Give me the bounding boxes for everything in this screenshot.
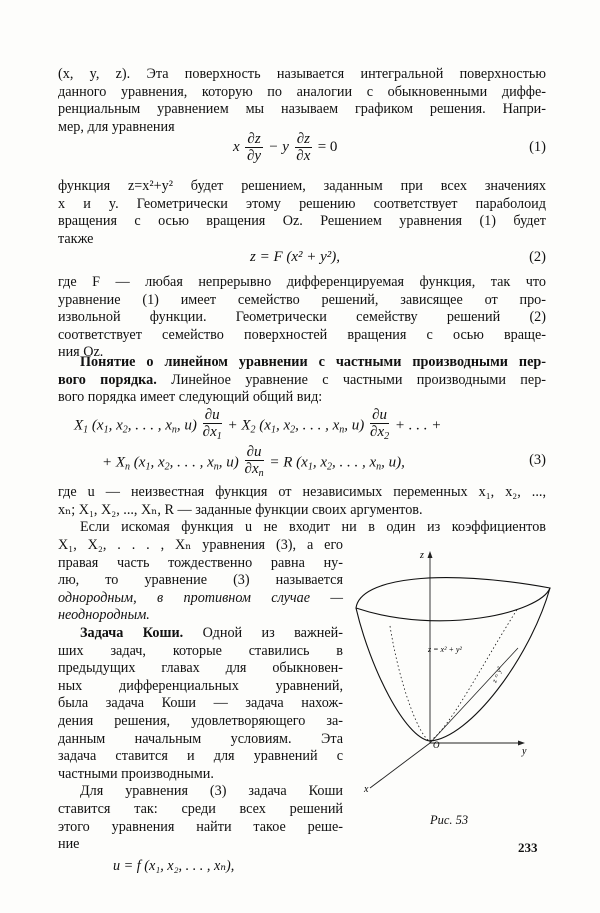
text-line: лю, то уравнение (3) называется: [58, 572, 343, 589]
text-line: неоднородным.: [58, 607, 150, 624]
text-line: где u — неизвестная функция от независимых переменных x₁, x₂, ...,: [58, 484, 546, 500]
formula-line: u = f (x₁, x₂, . . . , xₙ),: [113, 857, 235, 874]
y-label: y: [522, 746, 527, 757]
text-line: была задача Коши — задача нахож-: [58, 695, 343, 712]
text-line: дения решения, удовлетворяющего за-: [58, 712, 343, 729]
equation-3-line-2: + $X_n$ ($x_1$, $x_2$, . . . , $x_n$, u) $\frac{\partial u}{\partial x_n}$ = R ($x_1$, $x_2$, . . . , $x_n$, u), (3): [102, 444, 546, 479]
text-line: ших задач, которые ставились в: [58, 642, 343, 659]
text-line: предыдущих главах для обыкновен-: [58, 660, 343, 677]
y-axis-arrow: [518, 741, 525, 746]
section-heading: Понятие о линейном уравнении с частными производными пер-: [80, 354, 546, 370]
text-line: правая часть тождественно равна ну-: [58, 554, 343, 571]
text-line: данного уравнения, которую по аналогии с обыкновенными диффе-: [58, 83, 546, 100]
equation-number: (3): [529, 452, 546, 468]
section-heading: вого порядка.: [58, 371, 157, 388]
equation-2-body: z = F (x² + y²),: [250, 249, 341, 265]
text-line: уравнение (1) имеет семейство решений, зависящее от про-: [58, 291, 546, 308]
text-line: xₙ; X₁, X₂, ..., Xₙ, R — заданные функции своих аргументов.: [58, 501, 423, 518]
text-line: Для уравнения (3) задача Коши: [80, 783, 343, 800]
text-line: (x, y, z). Эта поверхность называется интегральной поверхностью: [58, 66, 546, 82]
paragraph-1: [58, 66, 546, 136]
paragraph-5: [58, 484, 546, 537]
text-line: соответствует семейство поверхностей вращения с осью враще-: [58, 326, 546, 343]
text-line: этого уравнения найти такое реше-: [58, 818, 343, 835]
surface-label: z = x² + y²: [428, 645, 462, 654]
paragraph-4: [58, 354, 546, 407]
x-axis: [370, 743, 430, 788]
x-label: x: [364, 784, 369, 795]
figure-caption: Рис. 53: [430, 813, 469, 827]
text-line: также: [58, 230, 94, 247]
text-line: частными производными.: [58, 765, 214, 782]
text-line: ных дифференциальных уравнений,: [58, 677, 343, 694]
text-line: данным начальным условиям. Эта: [58, 730, 343, 747]
text-line: функция z=x²+y² будет решением, заданным при всех значениях: [58, 178, 546, 194]
text-line: вращения с осью вращения Oz. Решением уравнения (1) будет: [58, 213, 546, 230]
text-line: Если искомая функция u не входит ни в один из коэффициентов: [80, 519, 546, 536]
y-z-line: [430, 648, 518, 743]
text-line: однородным, в противном случае —: [58, 589, 343, 606]
equation-2: [58, 249, 546, 269]
text-line: Одной из важней-: [183, 624, 343, 641]
text-line: ставится так: среди всех решений: [58, 800, 343, 817]
origin-label: O: [433, 740, 440, 750]
text-line: ние: [58, 836, 80, 853]
text-line: Линейное уравнение с частными производными пер-: [156, 371, 547, 388]
text-line: задача ставится и для уравнений с: [58, 748, 343, 765]
column-text: [58, 537, 343, 875]
equation-number: (1): [529, 139, 546, 155]
line-label: z = y²: [490, 665, 504, 684]
rim-curve: [356, 578, 550, 621]
text-line: извольной функции. Геометрически семейству решений (2): [58, 309, 546, 326]
z-label: z: [420, 550, 424, 561]
text-line: x и y. Геометрически этому решению соответствует параболоид: [58, 195, 546, 212]
left-profile: [356, 608, 430, 741]
text-line: вого порядка имеет следующий общий вид:: [58, 389, 323, 406]
paraboloid-figure: [364, 548, 560, 795]
equation-number: (2): [529, 249, 546, 265]
z-axis-arrow: [428, 551, 433, 558]
text-line: X₁, X₂, . . . , Xₙ уравнения (3), а его: [58, 537, 343, 553]
paragraph-2: [58, 178, 546, 248]
text-line: ренциальным уравнением мы называем графиком решения. Напри-: [58, 101, 546, 118]
section-heading: Задача Коши.: [80, 624, 184, 641]
page-number: 233: [518, 840, 538, 855]
text-line: где F — любая непрерывно дифференцируемая функция, так что: [58, 274, 546, 290]
right-profile: [430, 588, 550, 741]
equation-3-line-1: $X_1$ ($x_1$, $x_2$, . . . , $x_n$, u) $\frac{\partial u}{\partial x_1}$ + $X_2$ ($x_1$, $x_2$, . . . , $x_n$, u) $\frac{\partial u}{\partial x_2}$ + . . . +: [74, 407, 442, 442]
paragraph-3: [58, 274, 546, 362]
text-line: ния Oz.: [58, 344, 104, 361]
text-line: мер, для уравнения: [58, 118, 175, 135]
equation-1: x $\frac{\partial z}{\partial y}$ − y $\frac{\partial z}{\partial x}$ = 0 (1): [233, 131, 546, 164]
